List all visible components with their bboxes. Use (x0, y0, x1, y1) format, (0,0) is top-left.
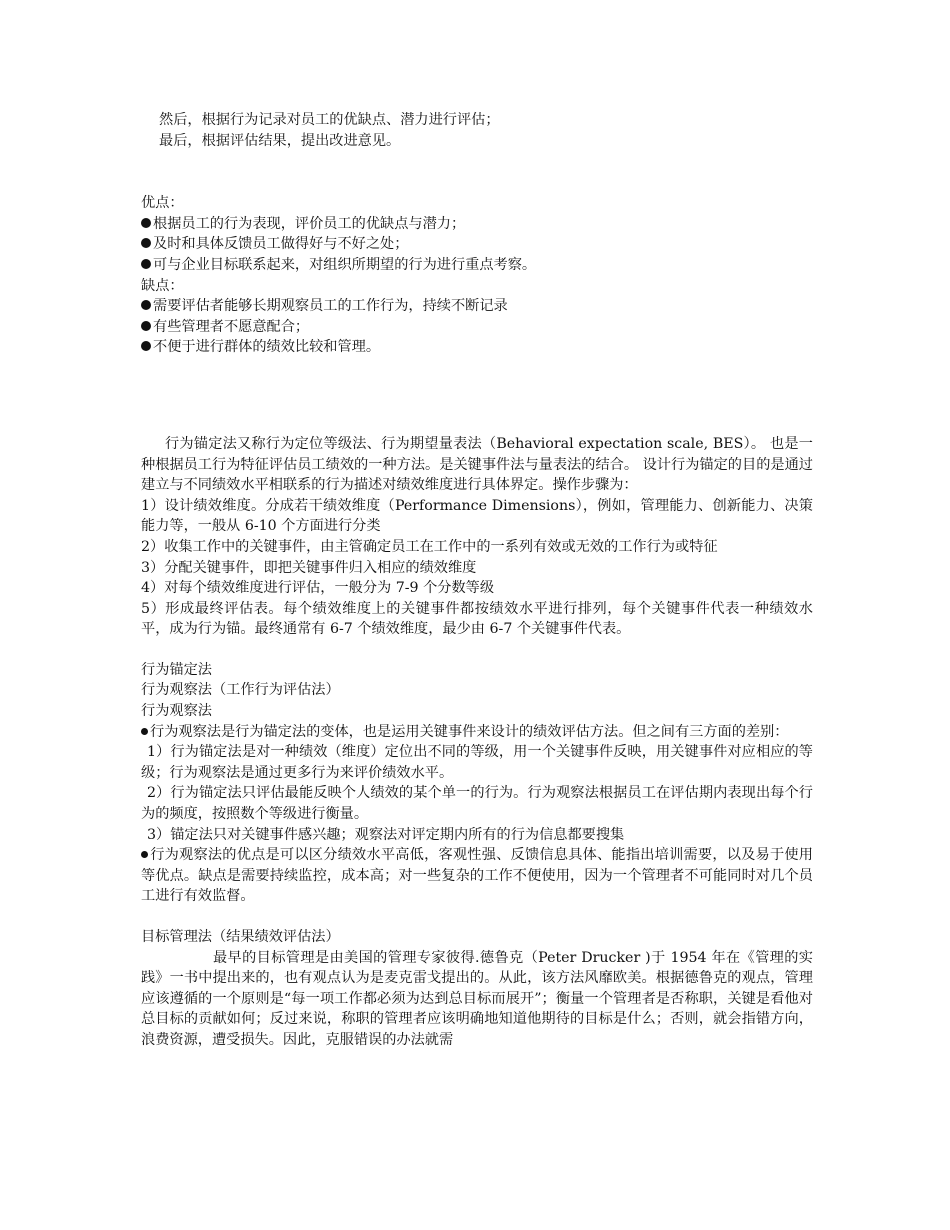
section-title: 行为锚定法 (141, 661, 212, 678)
document-page (141, 110, 813, 1051)
bullet-icon (141, 851, 148, 858)
pros-item: 根据员工的行为表现，评价员工的优缺点与潜力； (141, 214, 813, 235)
bullet-icon (141, 259, 151, 269)
bullet-icon (141, 300, 151, 310)
mbo-title: 目标管理法（结果绩效评估法） (141, 929, 340, 945)
bullet-icon (141, 341, 151, 351)
cons-item: 需要评估者能够长期观察员工的工作行为，持续不断记录 (141, 296, 813, 317)
bars-paragraph: 行为锚定法又称行为定位等级法、行为期望量表法（Behavioral expectation scale, BES）。 也是一种根据员工行为特征评估员工绩效的一种方法。是关键事件法与量表法的结合。 设计行为锚定的目的是通过建立与不同绩效水平相联系的行为描述对绩效维度进行具体界定。操作步骤为： (141, 435, 813, 494)
intro-line-2: 最后，根据评估结果，提出改进意见。 (159, 132, 401, 149)
bars-step: 1）设计绩效维度。分成若干绩效维度（Performance Dimensions），例如，管理能力、创新能力、决策能力等，一般从 6-10 个方面进行分类 (141, 497, 813, 535)
bullet-icon (141, 238, 151, 248)
section-title: 行为观察法 (141, 703, 212, 720)
section-title: 行为观察法（工作行为评估法） (141, 682, 340, 699)
bullet-icon (141, 321, 151, 331)
spacer (141, 151, 813, 193)
bars-step: 2）收集工作中的关键事件，由主管确定员工在工作中的一系列有效或无效的工作行为或特征 (141, 538, 718, 555)
bos-difference: 1）行为锚定法是对一种绩效（维度）定位出不同的等级，用一个关键事件反映，用关键事件对应相应的等级；行为观察法是通过更多行为来评价绩效水平。 (141, 744, 813, 781)
bos-difference: 3）锚定法只对关键事件感兴趣；观察法对评定期内所有的行为信息都要搜集 (147, 826, 625, 843)
bars-step: 3）分配关键事件，即把关键事件归入相应的绩效维度 (141, 559, 477, 576)
cons-heading: 缺点： (141, 277, 184, 294)
pros-heading: 优点： (141, 195, 184, 212)
bos-bullet-paragraph: 行为观察法是行为锚定法的变体，也是运用关键事件来设计的绩效评估方法。但之间有三方面的差别： (141, 722, 813, 743)
bullet-icon (141, 218, 151, 228)
bos-difference: 2）行为锚定法只评估最能反映个人绩效的某个单一的行为。行为观察法根据员工在评估期内表现出每个行为的频度，按照数个等级进行衡量。 (141, 785, 813, 823)
spacer (141, 907, 813, 927)
spacer (141, 358, 813, 434)
pros-item: 可与企业目标联系起来，对组织所期望的行为进行重点考察。 (141, 255, 813, 276)
bars-step: 4）对每个绩效维度进行评估，一般分为 7-9 个分数等级 (141, 580, 495, 597)
spacer (141, 640, 813, 660)
pros-item: 及时和具体反馈员工做得好与不好之处； (141, 234, 813, 255)
bars-step: 5）形成最终评估表。每个绩效维度上的关键事件都按绩效水平进行排列，每个关键事件代表一种绩效水平，成为行为锚。最终通常有 6-7 个绩效维度，最少由 6-7 个关键事件代表。 (141, 600, 813, 638)
mbo-paragraph: 最早的目标管理是由美国的管理专家彼得.德鲁克（Peter Drucker )于 1954 年在《管理的实践》一书中提出来的，也有观点认为是麦克雷戈提出的。从此，该方法风靡欧美。根据德鲁克的观点，管理应该遵循的一个原则是“每一项工作都必须为达到总目标而展开”；衡量一个管理者是否称职，关键是看他对总目标的贡献如何；反过来说，称职的管理者应该明确地知道他期待的目标是什么；否则，就会指错方向，浪费资源，遭受损失。因此，克服错误的办法就需 (141, 949, 813, 1048)
bullet-icon (141, 728, 148, 735)
cons-item: 有些管理者不愿意配合； (141, 317, 813, 338)
bos-bullet-paragraph: 行为观察法的优点是可以区分绩效水平高低，客观性强、反馈信息具体、能指出培训需要，以及易于使用等优点。缺点是需要持续监控，成本高；对一些复杂的工作不便使用，因为一个管理者不可能同时对几个员工进行有效监督。 (141, 847, 813, 905)
intro-line-1: 然后，根据行为记录对员工的优缺点、潜力进行评估； (159, 112, 500, 128)
cons-item: 不便于进行群体的绩效比较和管理。 (141, 337, 813, 358)
